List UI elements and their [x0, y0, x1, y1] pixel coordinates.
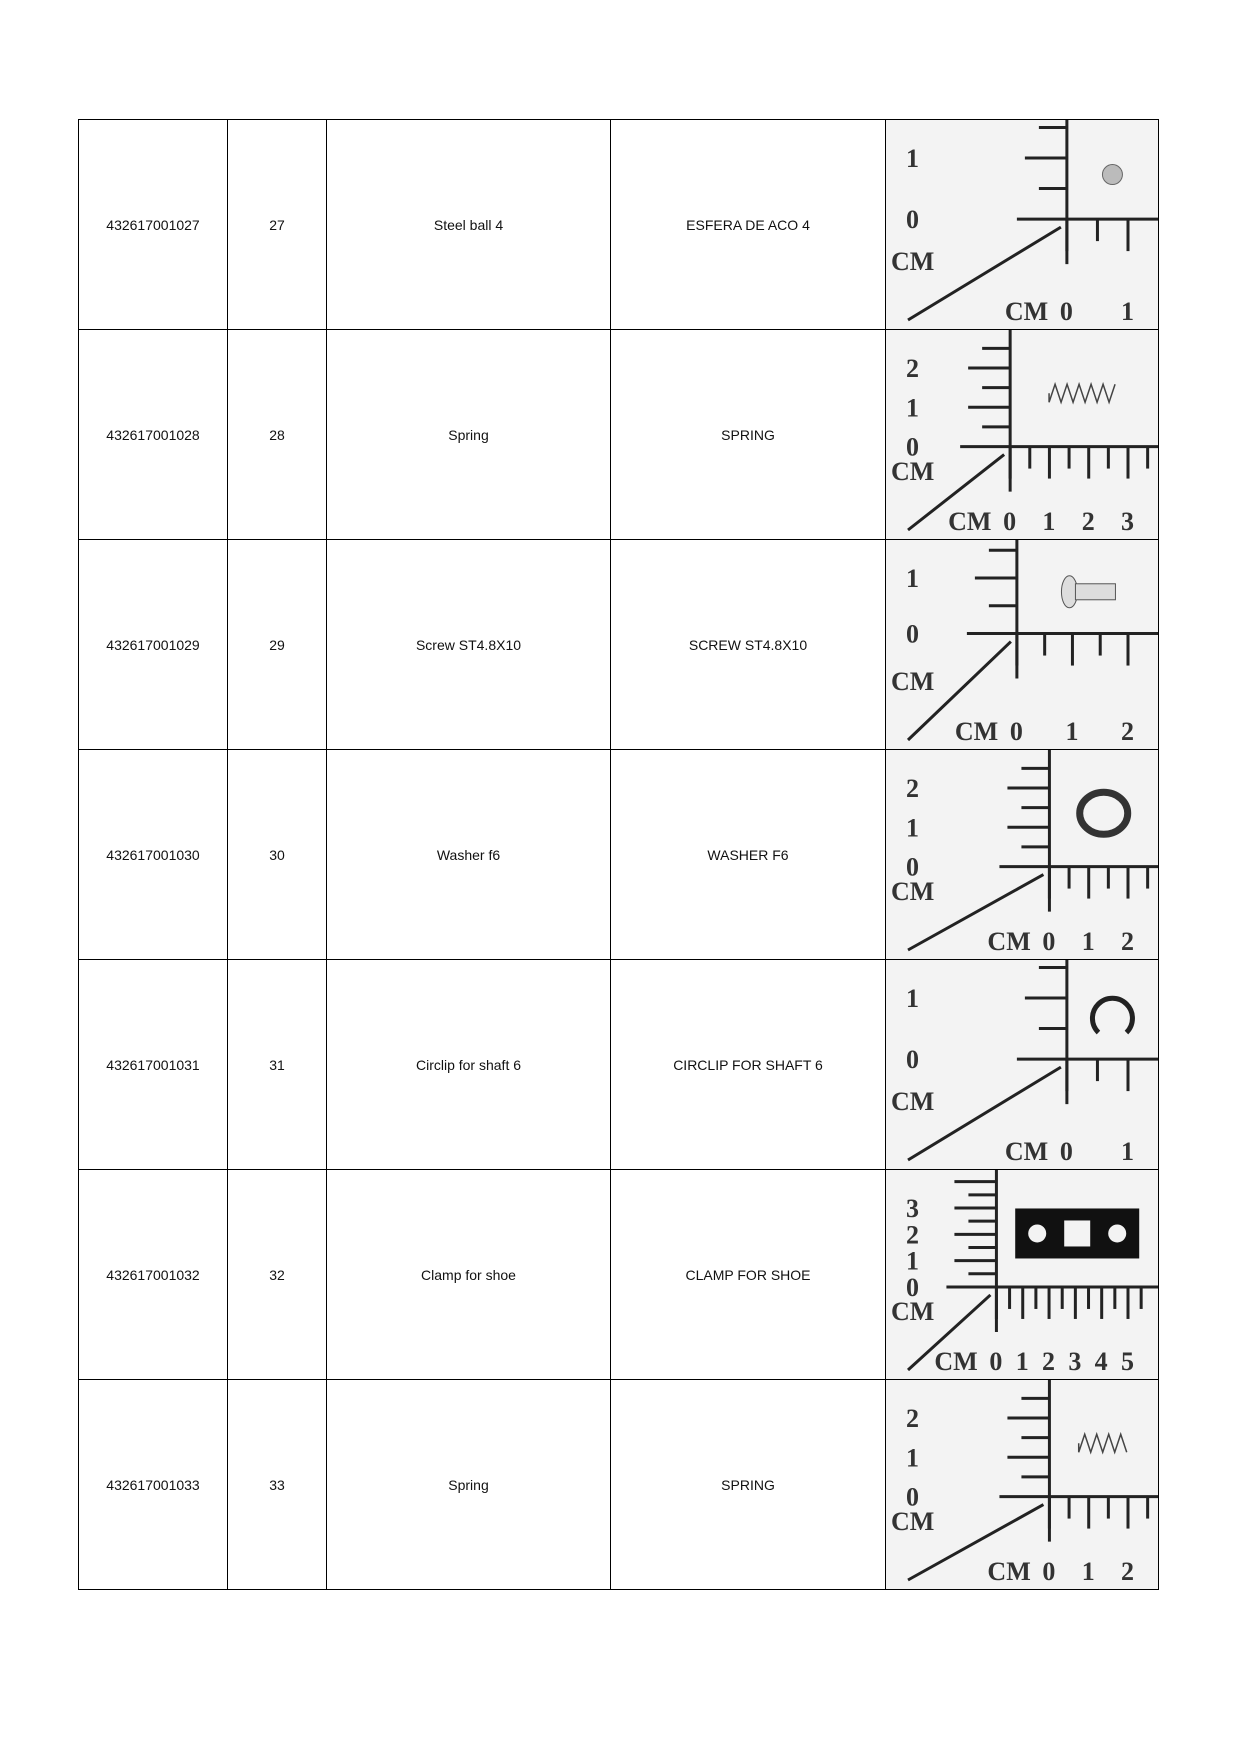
table-row	[79, 960, 1159, 1170]
ruler-unit-label: CM	[891, 877, 935, 906]
ruler-horizontal-label: 0	[1009, 717, 1023, 746]
part-name-english: Screw ST4.8X10	[327, 540, 611, 750]
part-name-portuguese: CIRCLIP FOR SHAFT 6	[611, 960, 886, 1170]
ruler-horizontal-label: 0	[1059, 1137, 1073, 1166]
ruler-unit-label: CM	[987, 1557, 1031, 1586]
item-number: 27	[228, 120, 327, 330]
ruler-horizontal-label: 2	[1121, 927, 1134, 956]
ruler-vertical-label: 2	[906, 1404, 919, 1433]
ruler-horizontal-label: 0	[1042, 1557, 1056, 1586]
ruler-horizontal-label: 1	[1081, 927, 1095, 956]
ruler-horizontal-label: 5	[1121, 1347, 1134, 1376]
ruler-vertical-label: 0	[906, 619, 919, 649]
table-row	[79, 1170, 1159, 1380]
ruler-lines	[908, 540, 1158, 740]
part-photo	[886, 330, 1159, 540]
ruler-unit-label: CM	[891, 667, 935, 696]
ruler-vertical-label: 1	[906, 564, 919, 593]
ruler-vertical-label: 0	[906, 1482, 919, 1512]
ruler-horizontal-label: 1	[1042, 507, 1056, 536]
part-name-english: Steel ball 4	[327, 120, 611, 330]
part-code: 432617001031	[79, 960, 228, 1170]
part-image	[1015, 1208, 1139, 1258]
parts-table	[78, 119, 1159, 1590]
part-photo	[886, 750, 1159, 960]
ruler-horizontal-label: 1	[1081, 1557, 1095, 1586]
ruler-horizontal-label: 0	[1003, 507, 1017, 536]
part-name-english: Spring	[327, 330, 611, 540]
part-name-portuguese: SPRING	[611, 330, 886, 540]
scale-ruler-figure	[886, 540, 1158, 749]
part-photo	[886, 120, 1159, 330]
part-code: 432617001028	[79, 330, 228, 540]
item-number: 33	[228, 1380, 327, 1590]
ruler-lines	[908, 960, 1158, 1160]
ruler-vertical-label: 2	[906, 354, 919, 383]
ruler-horizontal-label: 0	[1059, 297, 1073, 326]
ruler-horizontal-label: 2	[1121, 1557, 1134, 1586]
ruler-vertical-label: 0	[906, 1045, 919, 1075]
part-image	[1061, 576, 1115, 608]
ruler-horizontal-label: 0	[1042, 927, 1056, 956]
ruler-lines	[908, 330, 1158, 530]
scale-ruler-figure	[886, 1170, 1158, 1379]
scale-ruler-figure	[886, 330, 1158, 539]
part-photo	[886, 1380, 1159, 1590]
ruler-unit-label: CM	[891, 1087, 935, 1116]
ruler-unit-label: CM	[891, 247, 935, 276]
ruler-unit-label: CM	[891, 1507, 935, 1536]
ruler-lines	[908, 750, 1158, 950]
table-row	[79, 540, 1159, 750]
ruler-vertical-label: 0	[906, 432, 919, 462]
part-name-english: Circlip for shaft 6	[327, 960, 611, 1170]
ruler-horizontal-label: 2	[1121, 717, 1134, 746]
part-code: 432617001033	[79, 1380, 228, 1590]
ruler-horizontal-label: 0	[989, 1347, 1003, 1376]
ruler-vertical-label: 3	[906, 1194, 919, 1223]
item-number: 31	[228, 960, 327, 1170]
part-code: 432617001029	[79, 540, 228, 750]
ruler-vertical-label: 1	[906, 1246, 919, 1276]
ruler-unit-label: CM	[954, 717, 999, 746]
table-row	[79, 120, 1159, 330]
ruler-vertical-label: 2	[906, 774, 919, 803]
scale-ruler-figure	[886, 960, 1158, 1169]
ruler-vertical-label: 2	[906, 1220, 919, 1250]
ruler-horizontal-label: 2	[1042, 1347, 1056, 1376]
ruler-vertical-label: 1	[906, 144, 919, 173]
part-photo	[886, 960, 1159, 1170]
item-number: 30	[228, 750, 327, 960]
ruler-horizontal-label: 2	[1081, 507, 1095, 536]
ruler-vertical-label: 0	[906, 852, 919, 882]
item-number: 29	[228, 540, 327, 750]
part-name-english: Washer f6	[327, 750, 611, 960]
item-number: 32	[228, 1170, 327, 1380]
item-number: 28	[228, 330, 327, 540]
scale-ruler-figure	[886, 1380, 1158, 1589]
ruler-lines	[908, 1170, 1158, 1370]
ruler-unit-label: CM	[1004, 1137, 1049, 1166]
ruler-lines	[908, 1380, 1158, 1580]
ruler-unit-label: CM	[934, 1347, 978, 1376]
scale-ruler-figure	[886, 750, 1158, 959]
part-code: 432617001030	[79, 750, 228, 960]
ruler-horizontal-label: 1	[1015, 1347, 1029, 1376]
part-image	[1079, 1434, 1127, 1452]
ruler-unit-label: CM	[891, 1297, 935, 1326]
part-name-portuguese: SCREW ST4.8X10	[611, 540, 886, 750]
part-name-portuguese: SPRING	[611, 1380, 886, 1590]
part-name-english: Clamp for shoe	[327, 1170, 611, 1380]
ruler-horizontal-label: 1	[1065, 717, 1079, 746]
part-name-portuguese: ESFERA DE ACO 4	[611, 120, 886, 330]
part-code: 432617001032	[79, 1170, 228, 1380]
part-name-portuguese: CLAMP FOR SHOE	[611, 1170, 886, 1380]
ruler-horizontal-label: 4	[1094, 1347, 1108, 1376]
ruler-unit-label: CM	[948, 507, 992, 536]
table-row	[79, 750, 1159, 960]
table-row	[79, 1380, 1159, 1590]
table-row	[79, 330, 1159, 540]
ruler-vertical-label: 1	[906, 984, 919, 1013]
part-code: 432617001027	[79, 120, 228, 330]
ruler-unit-label: CM	[987, 927, 1031, 956]
ruler-vertical-label: 1	[906, 813, 919, 843]
ruler-horizontal-label: 3	[1121, 507, 1134, 536]
ruler-unit-label: CM	[1004, 297, 1049, 326]
ruler-lines	[908, 120, 1158, 320]
part-image	[1080, 792, 1128, 834]
scale-ruler-figure	[886, 120, 1158, 329]
part-photo	[886, 1170, 1159, 1380]
ruler-vertical-label: 1	[906, 393, 919, 423]
ruler-vertical-label: 0	[906, 205, 919, 235]
part-image	[1102, 165, 1122, 185]
ruler-horizontal-label: 3	[1068, 1347, 1082, 1376]
ruler-vertical-label: 1	[906, 1443, 919, 1473]
ruler-unit-label: CM	[891, 457, 935, 486]
ruler-horizontal-label: 1	[1121, 1137, 1134, 1166]
part-image	[1049, 384, 1115, 402]
part-image	[1092, 998, 1132, 1032]
part-name-portuguese: WASHER F6	[611, 750, 886, 960]
ruler-horizontal-label: 1	[1121, 297, 1134, 326]
ruler-vertical-label: 0	[906, 1272, 919, 1302]
part-name-english: Spring	[327, 1380, 611, 1590]
part-photo	[886, 540, 1159, 750]
